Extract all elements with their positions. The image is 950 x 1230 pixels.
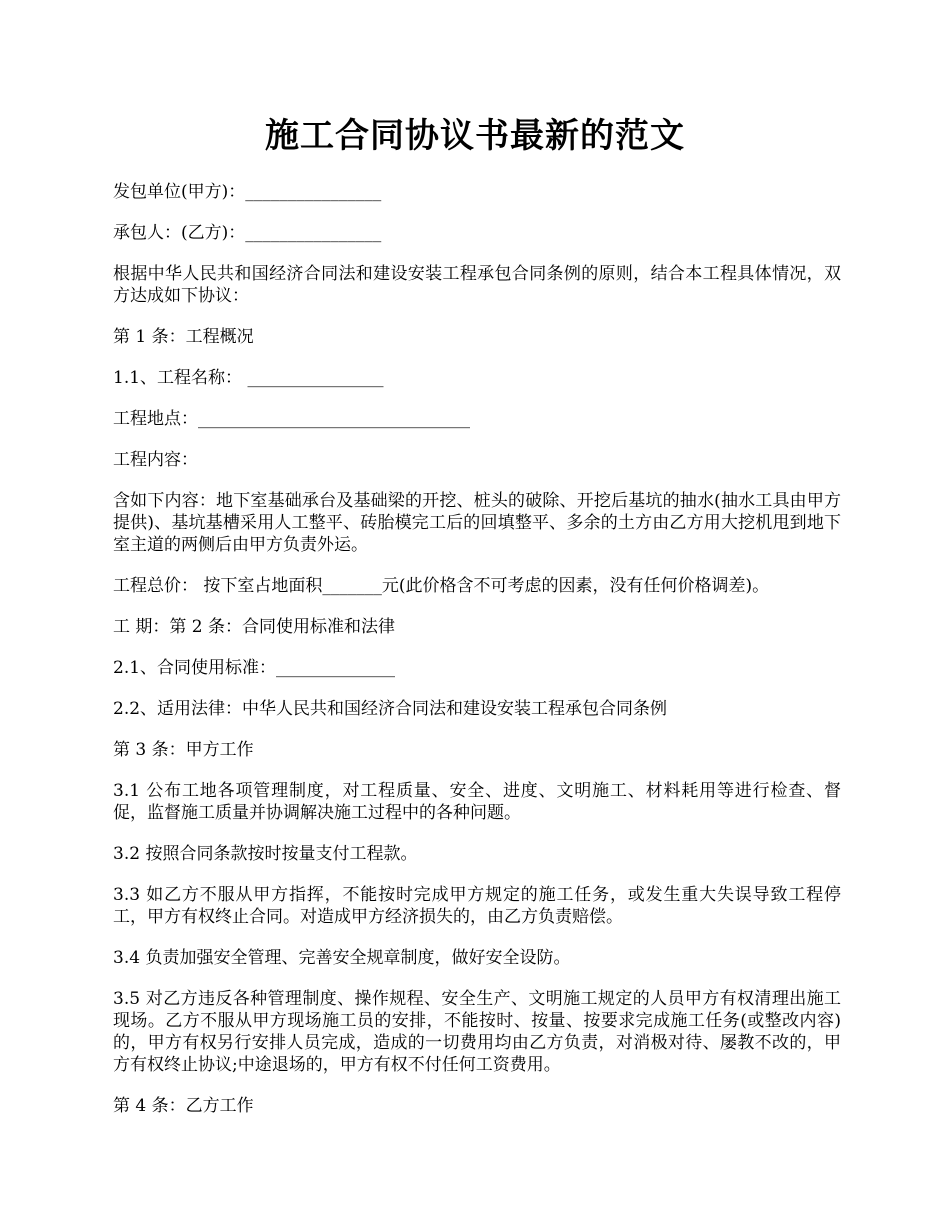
clause-3-3: 3.3 如乙方不服从甲方指挥，不能按时完成甲方规定的施工任务，或发生重大失误导致工程停工，甲方有权终止合同。对造成甲方经济损失的，由乙方负责赔偿。 [113, 885, 841, 927]
preamble-paragraph: 根据中华人民共和国经济合同法和建设安装工程承包合同条例的原则，结合本工程具体情况，双方达成如下协议： [113, 264, 841, 306]
article-1-heading: 第 1 条：工程概况 [113, 327, 254, 347]
project-content-paragraph: 含如下内容：地下室基础承台及基础梁的开挖、桩头的破除、开挖后基坑的抽水(抽水工具由甲方提供)、基坑基槽采用人工整平、砖胎模完工后的回填整平、多余的土方由乙方用大挖机甩到地下室主道的两侧后由甲方负责外运。 [113, 491, 841, 555]
total-price-line: 工程总价： 按下室占地面积_______元(此价格含不可考虑的因素，没有任何价格调差)。 [113, 576, 770, 596]
document-body [113, 181, 841, 1136]
document-title: 施工合同协议书最新的范文 [265, 116, 685, 156]
clause-3-5: 3.5 对乙方违反各种管理制度、操作规程、安全生产、文明施工规定的人员甲方有权清理出施工现场。乙方不服从甲方现场施工员的安排，不能按时、按量、按要求完成施工任务(或整改内容)的，甲方有权另行安排人员完成，造成的一切费用均由乙方负责，对消极对待、屡教不改的，甲方有权终止协议;中途退场的，甲方有权不付任何工资费用。 [113, 989, 841, 1075]
article-4-heading: 第 4 条：乙方工作 [113, 1096, 254, 1116]
clause-2-2: 2.2、适用法律：中华人民共和国经济合同法和建设安装工程承包合同条例 [113, 699, 668, 719]
party-b-line: 承包人：(乙方)：________________ [113, 223, 382, 243]
project-content-label: 工程内容： [113, 450, 198, 470]
article-3-heading: 第 3 条：甲方工作 [113, 740, 254, 760]
clause-3-4: 3.4 负责加强安全管理、完善安全规章制度，做好安全设防。 [113, 948, 571, 968]
party-a-line: 发包单位(甲方)：________________ [113, 182, 382, 202]
article-2-heading: 工 期：第 2 条：合同使用标准和法律 [113, 617, 396, 637]
clause-2-1: 2.1、合同使用标准：______________ [113, 658, 396, 678]
clause-3-1: 3.1 公布工地各项管理制度，对工程质量、安全、进度、文明施工、材料耗用等进行检查、督促，监督施工质量并协调解决施工过程中的各种问题。 [113, 781, 841, 823]
project-location-line: 工程地点：________________________________ [113, 409, 470, 429]
project-name-line: 1.1、工程名称： ________________ [113, 368, 384, 388]
clause-3-2: 3.2 按照合同条款按时按量支付工程款。 [113, 844, 418, 864]
